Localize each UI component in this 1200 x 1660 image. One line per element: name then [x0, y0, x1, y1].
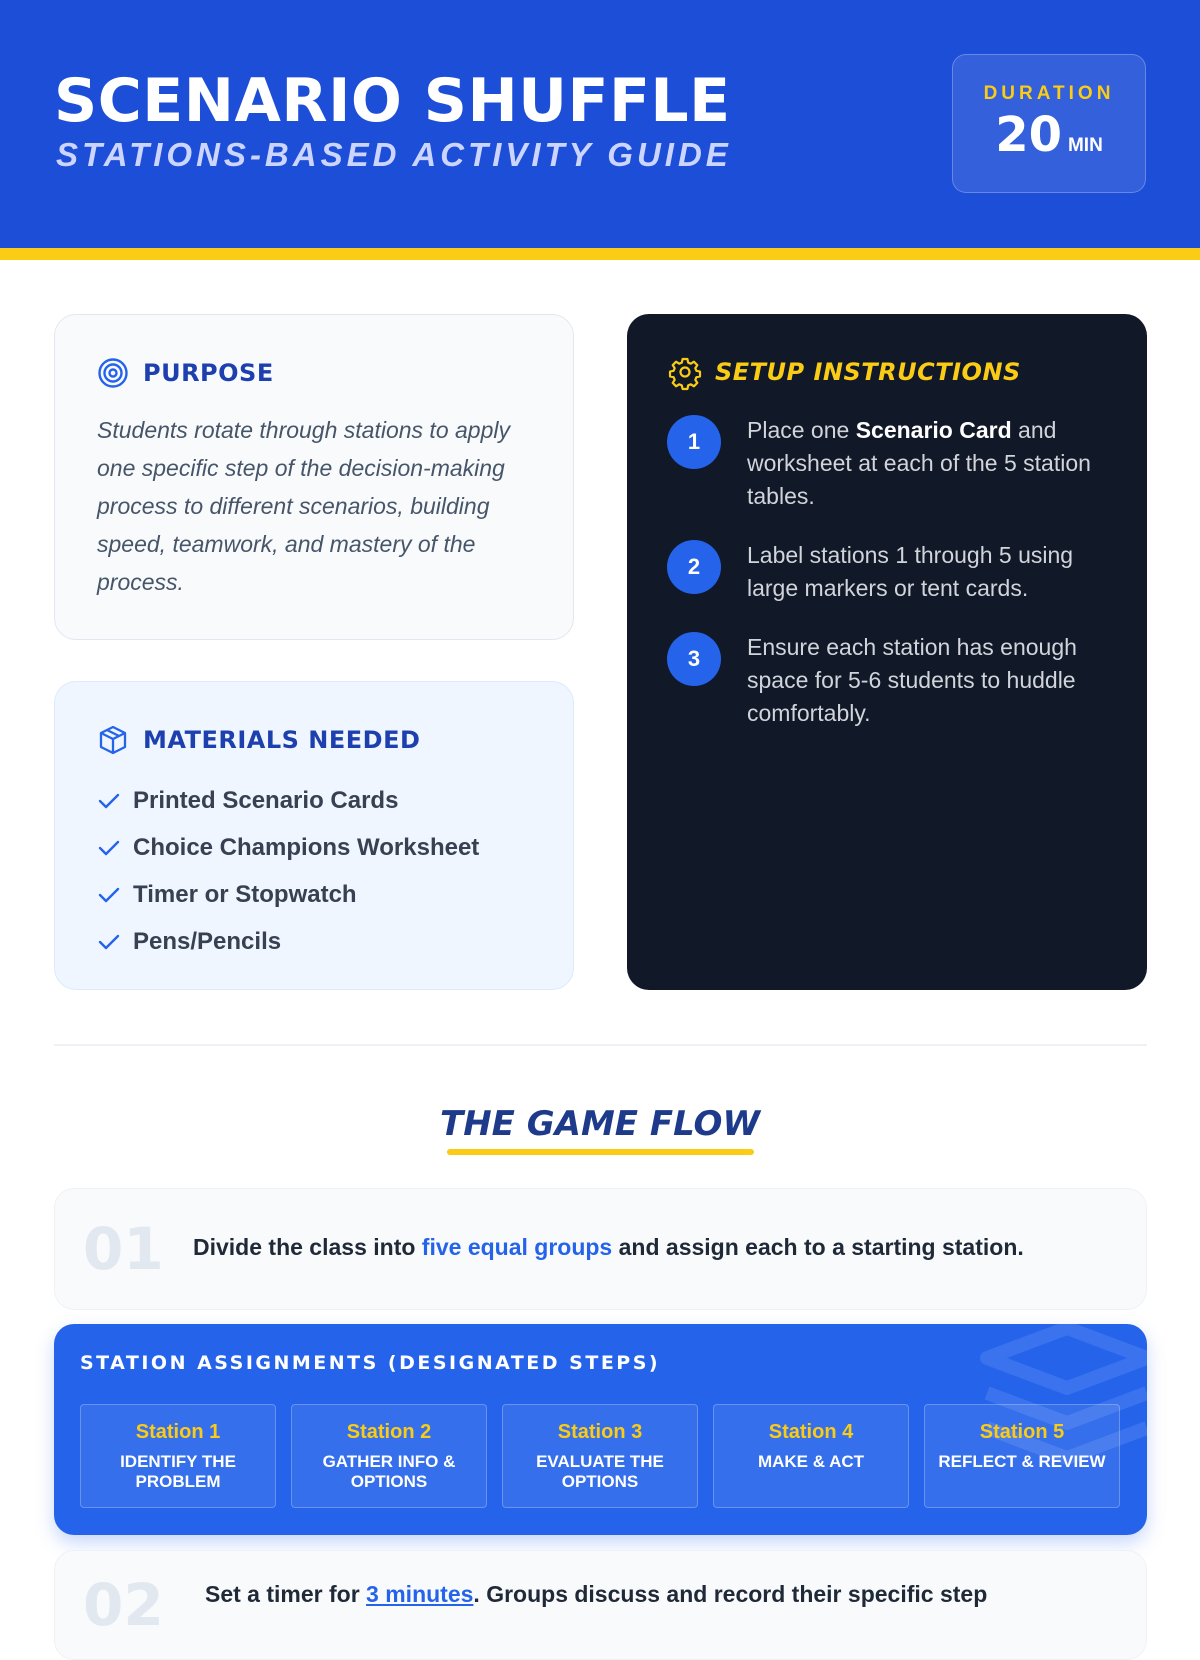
purpose-heading — [97, 357, 274, 389]
station-card-5 — [924, 1404, 1120, 1508]
list-item — [97, 777, 479, 824]
step-text — [747, 414, 1117, 513]
step-text-part: and worksheet at each of the 5 station tables. — [747, 417, 1091, 509]
check-icon — [97, 883, 133, 907]
purpose-text: Students rotate through stations to apply one specific step of the decision-making process to different scenarios, building speed, teamwork, and mastery of the process. — [97, 417, 510, 595]
check-icon — [97, 836, 133, 860]
duration-label: DURATION — [983, 83, 1115, 104]
flow-step-1 — [54, 1188, 1147, 1310]
station-step: REFLECT & REVIEW — [938, 1452, 1106, 1471]
station-assignments-panel — [54, 1324, 1147, 1535]
setup-step — [667, 414, 1117, 513]
step-number: 1 — [667, 415, 721, 469]
step-number: 2 — [667, 540, 721, 594]
station-name: Station 4 — [768, 1421, 854, 1443]
material-label: Timer or Stopwatch — [133, 880, 357, 908]
station-name: Station 1 — [135, 1421, 221, 1443]
page-subtitle: STATIONS-BASED ACTIVITY GUIDE — [56, 136, 732, 173]
material-label: Pens/Pencils — [133, 927, 282, 955]
materials-title: MATERIALS NEEDED — [143, 726, 421, 754]
stations-title: STATION ASSIGNMENTS (DESIGNATED STEPS) — [80, 1352, 661, 1374]
setup-step — [667, 631, 1117, 730]
header-accent-stripe — [0, 248, 1200, 260]
flow-text-part: and assign each to a starting station. — [612, 1234, 1024, 1260]
station-card-3 — [502, 1404, 698, 1508]
flow-text-part: . Groups discuss and record their specific step — [473, 1581, 988, 1607]
duration-badge — [952, 54, 1146, 193]
station-card-2 — [291, 1404, 487, 1508]
setup-card — [627, 314, 1147, 990]
flow-text-highlight: five equal groups — [421, 1234, 613, 1260]
station-step: IDENTIFY THE PROBLEM — [120, 1452, 236, 1491]
flow-step-text — [193, 1234, 1024, 1261]
setup-steps — [667, 414, 1117, 756]
station-step: EVALUATE THE OPTIONS — [536, 1452, 664, 1491]
setup-heading — [669, 356, 1021, 388]
station-step: GATHER INFO & OPTIONS — [322, 1452, 456, 1491]
station-name: Station 5 — [979, 1421, 1065, 1443]
step-text: Label stations 1 through 5 using large markers or tent cards. — [747, 542, 1074, 601]
flow-text-highlight: 3 minutes — [366, 1581, 474, 1607]
station-name: Station 2 — [346, 1421, 432, 1443]
section-title-underline — [447, 1149, 754, 1155]
duration-value — [953, 107, 1145, 163]
step-text-part: Place one — [747, 417, 856, 443]
station-name: Station 3 — [557, 1421, 643, 1443]
duration-number: 20 — [995, 107, 1062, 163]
flow-step-text — [205, 1581, 987, 1608]
material-label: Printed Scenario Cards — [133, 786, 399, 814]
page-title: SCENARIO SHUFFLE — [54, 66, 731, 136]
list-item — [97, 824, 479, 871]
check-icon — [97, 789, 133, 813]
station-step: MAKE & ACT — [757, 1452, 865, 1471]
station-card-4 — [713, 1404, 909, 1508]
duration-unit: MIN — [1067, 135, 1103, 156]
flow-step-number: 02 — [83, 1571, 164, 1639]
purpose-card — [54, 314, 574, 640]
section-divider — [54, 1044, 1147, 1046]
material-label: Choice Champions Worksheet — [133, 833, 480, 861]
flow-step-number: 01 — [83, 1215, 164, 1283]
materials-list — [97, 777, 479, 965]
list-item — [97, 918, 479, 965]
flow-text-part: Divide the class into — [193, 1234, 422, 1260]
step-text: Ensure each station has enough space for 5-6 students to huddle comfortably. — [747, 634, 1077, 726]
purpose-title: PURPOSE — [143, 359, 274, 387]
list-item — [97, 871, 479, 918]
flow-step-2 — [54, 1550, 1147, 1660]
target-icon — [97, 357, 129, 389]
flow-text-part: Set a timer for — [205, 1581, 367, 1607]
section-title: THE GAME FLOW — [440, 1104, 760, 1144]
materials-card — [54, 681, 574, 990]
gear-icon — [669, 356, 701, 388]
step-text-bold: Scenario Card — [855, 417, 1012, 443]
box-icon — [97, 724, 129, 756]
setup-title: SETUP INSTRUCTIONS — [715, 358, 1021, 386]
check-icon — [97, 930, 133, 954]
step-number: 3 — [667, 632, 721, 686]
setup-step — [667, 539, 1117, 605]
station-card-1 — [80, 1404, 276, 1508]
header-banner — [0, 0, 1200, 248]
materials-heading — [97, 724, 420, 756]
